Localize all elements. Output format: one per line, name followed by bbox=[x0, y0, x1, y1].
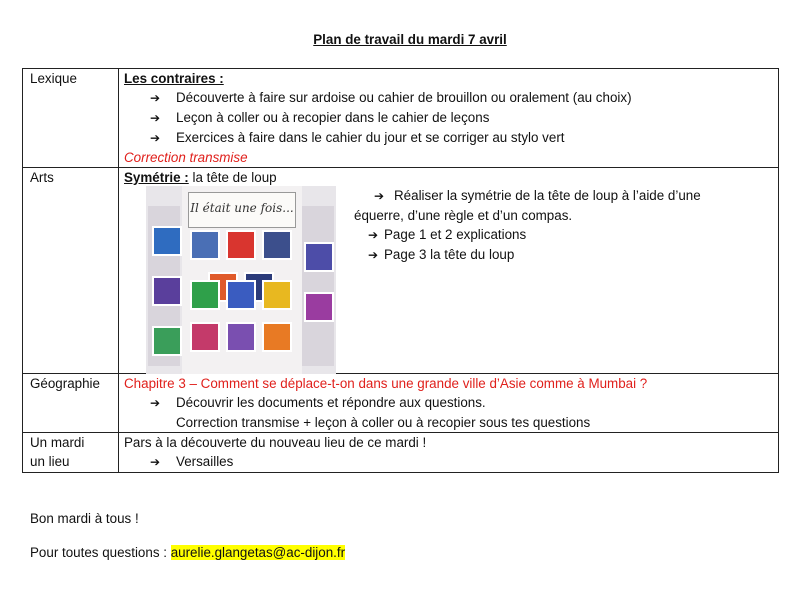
wolf-tile bbox=[304, 292, 334, 322]
page-title: Plan de travail du mardi 7 avril bbox=[313, 32, 507, 47]
wolf-tile bbox=[262, 230, 292, 260]
list-item: ➔ Réaliser la symétrie de la tête de loup à l’aide d’une bbox=[354, 186, 754, 206]
wolf-tile bbox=[226, 230, 256, 260]
row-label-geographie: Géographie bbox=[23, 374, 119, 433]
row-content-arts bbox=[119, 168, 779, 374]
arts-instructions bbox=[354, 186, 754, 265]
wolf-tile bbox=[262, 322, 292, 352]
wolf-tile bbox=[152, 276, 182, 306]
arrow-right-icon: ➔ bbox=[150, 111, 161, 125]
row-arts bbox=[23, 168, 779, 374]
list-item: ➔ Leçon à coller ou à recopier dans le cahier de leçons bbox=[124, 108, 778, 128]
wolf-tile bbox=[152, 326, 182, 356]
list-item: ➔ Exercices à faire dans le cahier du jour et se corriger au stylo vert bbox=[124, 128, 778, 148]
arrow-right-icon: ➔ bbox=[150, 455, 161, 469]
row-geographie bbox=[23, 374, 779, 433]
row-label-arts: Arts bbox=[23, 168, 119, 374]
work-plan-table bbox=[22, 68, 779, 473]
photo-side-panel-right bbox=[302, 206, 334, 366]
geographie-correction-note: Correction transmise + leçon à coller ou à recopier sous tes questions bbox=[176, 415, 591, 430]
arrow-right-icon: ➔ bbox=[374, 189, 385, 203]
lexique-correction-note: Correction transmise bbox=[124, 150, 248, 165]
wolf-artwork-photo bbox=[146, 186, 336, 374]
row-lexique bbox=[23, 69, 779, 168]
arrow-right-icon: ➔ bbox=[150, 91, 161, 105]
arrow-right-icon: ➔ bbox=[150, 131, 161, 145]
list-item: ➔ Page 3 la tête du loup bbox=[354, 245, 754, 265]
contact-label: Pour toutes questions : bbox=[30, 545, 171, 560]
wolf-tile bbox=[226, 280, 256, 310]
mardi-intro: Pars à la découverte du nouveau lieu de ce mardi ! bbox=[124, 435, 427, 450]
row-content-lexique bbox=[119, 69, 779, 168]
list-item: ➔ Découvrir les documents et répondre aux questions. bbox=[124, 393, 778, 413]
geographie-chapter: Chapitre 3 – Comment se déplace-t-on dans une grande ville d’Asie comme à Mumbai ? bbox=[124, 376, 648, 391]
email-link[interactable]: aurelie.glangetas@ac-dijon.fr bbox=[170, 545, 346, 560]
row-content-mardi-lieu bbox=[119, 433, 779, 473]
photo-banner-text: Il était une fois... bbox=[188, 192, 296, 228]
list-item: ➔ Découverte à faire sur ardoise ou cahier de brouillon ou oralement (au choix) bbox=[124, 88, 778, 108]
arts-heading-rest: la tête de loup bbox=[188, 170, 277, 185]
wolf-tile bbox=[190, 322, 220, 352]
arts-heading: Symétrie : bbox=[124, 170, 189, 185]
wolf-tile bbox=[304, 242, 334, 272]
wolf-tile bbox=[190, 230, 220, 260]
row-content-geographie bbox=[119, 374, 779, 433]
wolf-tile bbox=[262, 280, 292, 310]
row-mardi-lieu bbox=[23, 433, 779, 473]
list-item: ➔ Page 1 et 2 explications bbox=[354, 225, 754, 245]
wolf-tile bbox=[226, 322, 256, 352]
greeting-text: Bon mardi à tous ! bbox=[30, 511, 139, 526]
arrow-right-icon: ➔ bbox=[368, 228, 379, 242]
wolf-tile bbox=[152, 226, 182, 256]
list-item-continuation: équerre, d’une règle et d’un compas. bbox=[354, 208, 573, 223]
arrow-right-icon: ➔ bbox=[368, 248, 379, 262]
lexique-heading: Les contraires : bbox=[124, 71, 224, 86]
wolf-tile bbox=[190, 280, 220, 310]
row-label-mardi-lieu: Un mardi un lieu bbox=[23, 433, 119, 473]
contact-line bbox=[30, 545, 345, 560]
list-item: ➔ Versailles bbox=[124, 452, 778, 472]
row-label-lexique: Lexique bbox=[23, 69, 119, 168]
arrow-right-icon: ➔ bbox=[150, 396, 161, 410]
